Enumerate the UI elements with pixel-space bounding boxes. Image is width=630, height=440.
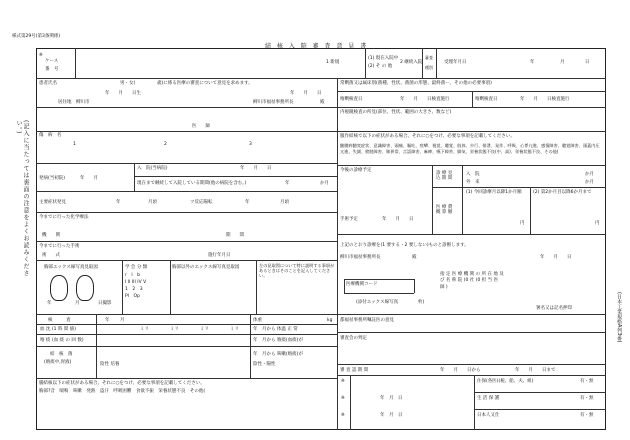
disease-1: 1	[73, 142, 76, 147]
period-label: 審 査 認 期 間	[340, 368, 369, 373]
admission-months: か月	[320, 181, 329, 186]
form-id: 様式第29号(第3条関係)	[12, 34, 61, 39]
bottom-date-1: 年 月 日	[380, 396, 403, 401]
tuberculin-year: 年	[245, 200, 250, 205]
surgery-date: 施行年月日	[208, 253, 231, 258]
outpatient-months: か月	[585, 180, 594, 185]
doctor-code-label: 医療機関コード	[346, 282, 378, 287]
bottom-star-3: ※	[341, 413, 345, 418]
yes-no-1: 有・無	[580, 379, 594, 384]
inpatient-months: か月	[585, 172, 594, 177]
patient-birth: 年 月 日生	[105, 91, 141, 96]
weight-label: 体重	[253, 318, 262, 323]
xray-classification: 学 会 分 類	[125, 265, 148, 270]
request-continue: 2 継続入院	[400, 60, 423, 65]
disease-3: 3	[249, 142, 252, 147]
welfare-opinion-label: 都福祉事務所嘱託医の意見	[340, 318, 394, 323]
surgery-plan-date: 年 月 日	[382, 217, 414, 222]
onset-label: 発病(当初院)	[39, 176, 66, 181]
admission-prior: 現在まで継続して入院している期間(他の病院を含む。)	[137, 181, 247, 186]
sample-date: 年 月 日検査施行	[400, 97, 450, 102]
admission-date: 年 月 日	[240, 166, 272, 171]
left-lung-sketch	[50, 275, 68, 301]
xray-year: 年	[47, 301, 52, 306]
admission-years: 年	[285, 181, 290, 186]
right-office: 柳川市福祉事務所長	[340, 255, 381, 260]
received-label: 受理年月日	[444, 60, 467, 65]
disease-2: 2	[164, 142, 167, 147]
xray-class-3: 1 2 3	[125, 287, 143, 292]
inpatient-label: 入 院	[466, 172, 480, 177]
received-year: 年	[530, 60, 535, 65]
patient-date: 年 月 日	[290, 91, 322, 96]
xray-date: 日撮影	[98, 301, 112, 306]
exam-result: 陰性・陽性	[253, 362, 276, 367]
sub-item-1: 住保(各医)(税、船、夫、組)	[477, 379, 534, 384]
blood-status: 年 月から 咳嗽(喀痰)が	[253, 352, 303, 357]
council-label: 審査会の判定	[340, 336, 367, 341]
xray-month: 月	[75, 301, 80, 306]
review-label: 審査	[425, 55, 433, 60]
exam-row-3: 喀 痰 (血 痰 の 回 数)	[40, 338, 84, 343]
xray-class-2: I II III IV V	[125, 280, 147, 285]
number-label: 番 号	[45, 67, 59, 72]
chemo-label: 今までに行った化学療法	[39, 215, 89, 220]
doctor-label: 医 師	[192, 124, 210, 129]
culture-date: 年 月 日検査施行	[520, 97, 570, 102]
weight-kg: kg	[327, 318, 333, 323]
xray-label: 胸部エックス線写真見取図	[44, 265, 98, 270]
patient-sex: 男・女(	[120, 81, 136, 86]
period-from: 年 月 日から	[440, 368, 481, 373]
symptom-label: 主要症状発見	[39, 200, 66, 205]
exam-row-4a: 結 核 菌	[50, 352, 73, 357]
star-mark: ※	[39, 53, 43, 58]
admission-label: 入 院(当病院)	[137, 166, 168, 171]
family-label: 常剰菌又は属床別(菌種、性状、菌菌の形態、最終菌ー、その他の必要事項)	[340, 81, 492, 86]
exam-unit-month: 月	[120, 318, 125, 323]
exam-unit-year: 年	[105, 318, 110, 323]
fee-2: (2) 第2か月目以降6か月まで	[533, 190, 592, 195]
seal-label: 署名又は記名押印	[536, 306, 572, 311]
consult-text: 上記のとおり診療を(1 要する・2 要しない)ものと診断します。	[340, 243, 469, 248]
sub-item-2: 生 活 保 護	[477, 396, 500, 401]
mayor-name: 柳川市福祉事務所長	[253, 100, 294, 105]
mayor-to: 殿	[320, 100, 325, 105]
exam-conclusion: 陰性 培養	[100, 362, 120, 367]
chemo-org: 機 関	[42, 233, 60, 238]
disease-label: 傷 病 名	[39, 133, 62, 138]
fee-1: (1) 今回診療月以降1か月額	[466, 190, 522, 195]
xray-film-sheets: 枚)	[418, 300, 425, 305]
tuberculin-label: ツ反応陽転	[190, 200, 213, 205]
xray-class-1: r l b	[125, 273, 140, 278]
form-title: 結 核 入 院 審 査 意 見 書	[265, 43, 369, 50]
exam-unit-mm4: ミリ	[230, 327, 239, 332]
exam-row-4b: (喀痰中,胃液)	[44, 360, 72, 365]
yes-no-3: 有・無	[580, 413, 594, 418]
onset-ym: 年 月	[80, 176, 98, 181]
yes-no-2: 有・無	[580, 396, 594, 401]
surgery-label: 今までに行った手術	[39, 244, 80, 249]
tuberculin-month: 月頃	[280, 200, 289, 205]
fee-label: 医 療 費 概 算 額	[436, 205, 453, 216]
exam-row-2: 血 沈 (1 時 間 値)	[40, 327, 77, 332]
period-to: 年 月 日まで	[515, 368, 556, 373]
case-label: ケース	[45, 59, 59, 64]
exam-unit-mm1: ミリ	[140, 327, 149, 332]
temp-status: 年 月から 体温 正 常	[253, 327, 298, 332]
symptom-year: 年	[116, 200, 121, 205]
request-new: 1 新規	[326, 60, 340, 65]
class-label: 種別	[425, 65, 433, 70]
exam-row-1: 検 査	[48, 318, 71, 323]
xray-other: 胸部以外のエックス線写真見取図	[172, 265, 240, 270]
designated-label: 指 定 医 療 機 関 の 所 在 地 及 び 名 称 院 (0 社 (0 担 当 医 師 )	[440, 272, 504, 290]
chemo-period: 期 間	[226, 233, 244, 238]
patient-name-label: 患者氏名	[39, 81, 57, 86]
side-note-left: (記入に当たっては裏面の注意をよくお読みください。)	[15, 120, 29, 278]
bottom-date-2: 年 月 日	[380, 413, 403, 418]
right-dono: 殿	[412, 255, 417, 260]
extra-comp-items: 髄膜病髄変症状、意識障害、頭痛、嘔吐、痙攣、視覚、聴覚、肢体、歩行、排泄、発作、呼吸、心悸亢進、感情障害、聴覚障害、頭蓋内圧亢進、失調、膀胱障害、肺異常、言語障害、麻痺、嚥下障害、脚気、栄養状態不良(中、高)、栄養状態不良、その他(	[340, 143, 600, 154]
consult-date: 年 月 日	[540, 255, 572, 260]
address-label: 居住地	[58, 100, 72, 105]
bottom-star-1: ※	[341, 379, 345, 384]
address-value: 柳川市	[76, 100, 90, 105]
complications-items: 胸部?音 喘鳴 咳嗽 発熱 盗汗 呼吸困難 食欲不振 栄養状態不良 その他(	[39, 389, 206, 394]
received-month: 月	[560, 60, 565, 65]
xray-film-label: (添付エックス線写真	[356, 300, 399, 305]
request-type-2: (2) そ の 他	[368, 64, 393, 69]
xray-note: 左の見取図について特に説明する事項があるときはそのことを記入してください。	[259, 263, 335, 278]
cough-status: 年 月から 喀痰(血痰)が	[253, 338, 303, 343]
sample-label: 喀剰検査日	[340, 97, 363, 102]
surgery-org: 術 式	[42, 253, 60, 258]
sub-item-3: 日本人又仕	[477, 413, 500, 418]
endoscopy-label: 内視鏡検査の所見(部位、性状、範囲の大きさ、数など)	[340, 110, 452, 115]
fee-2-yen: 円	[595, 221, 600, 226]
bottom-star-2: ※	[341, 396, 345, 401]
treatment-label: 診 療 見 込 期 間	[436, 171, 453, 182]
exam-unit-mm3: ミリ	[200, 327, 209, 332]
side-note-right: (日本工業規格A列3番)	[616, 292, 622, 343]
outpatient-label: 外 来	[466, 180, 480, 185]
culture-label: 喀剰検査日	[475, 97, 498, 102]
symptom-month: 月頃	[148, 200, 157, 205]
request-type-1: (1) 現在入院中	[368, 56, 399, 61]
exam-unit-mm2: ミリ	[170, 327, 179, 332]
complications-label: 腸結核以下の症状がある場合、それに○をつけ、必要な事項を記載してください。	[39, 381, 205, 386]
right-lung-sketch	[76, 275, 94, 301]
received-day: 日	[585, 60, 590, 65]
fee-1-yen: 円	[520, 221, 525, 226]
xray-class-4: Pl Op	[125, 294, 140, 299]
plan-label: 今後の診療予定	[340, 168, 372, 173]
patient-request: 歳)に係る医療の審査について意見を求めます。	[157, 81, 253, 86]
surgery-plan-label: 手術予定	[340, 217, 358, 222]
extra-comp-label: 服作結核で以下の症状がある場合、それに○をつけ、必要な事項を記載してください。	[340, 134, 515, 139]
